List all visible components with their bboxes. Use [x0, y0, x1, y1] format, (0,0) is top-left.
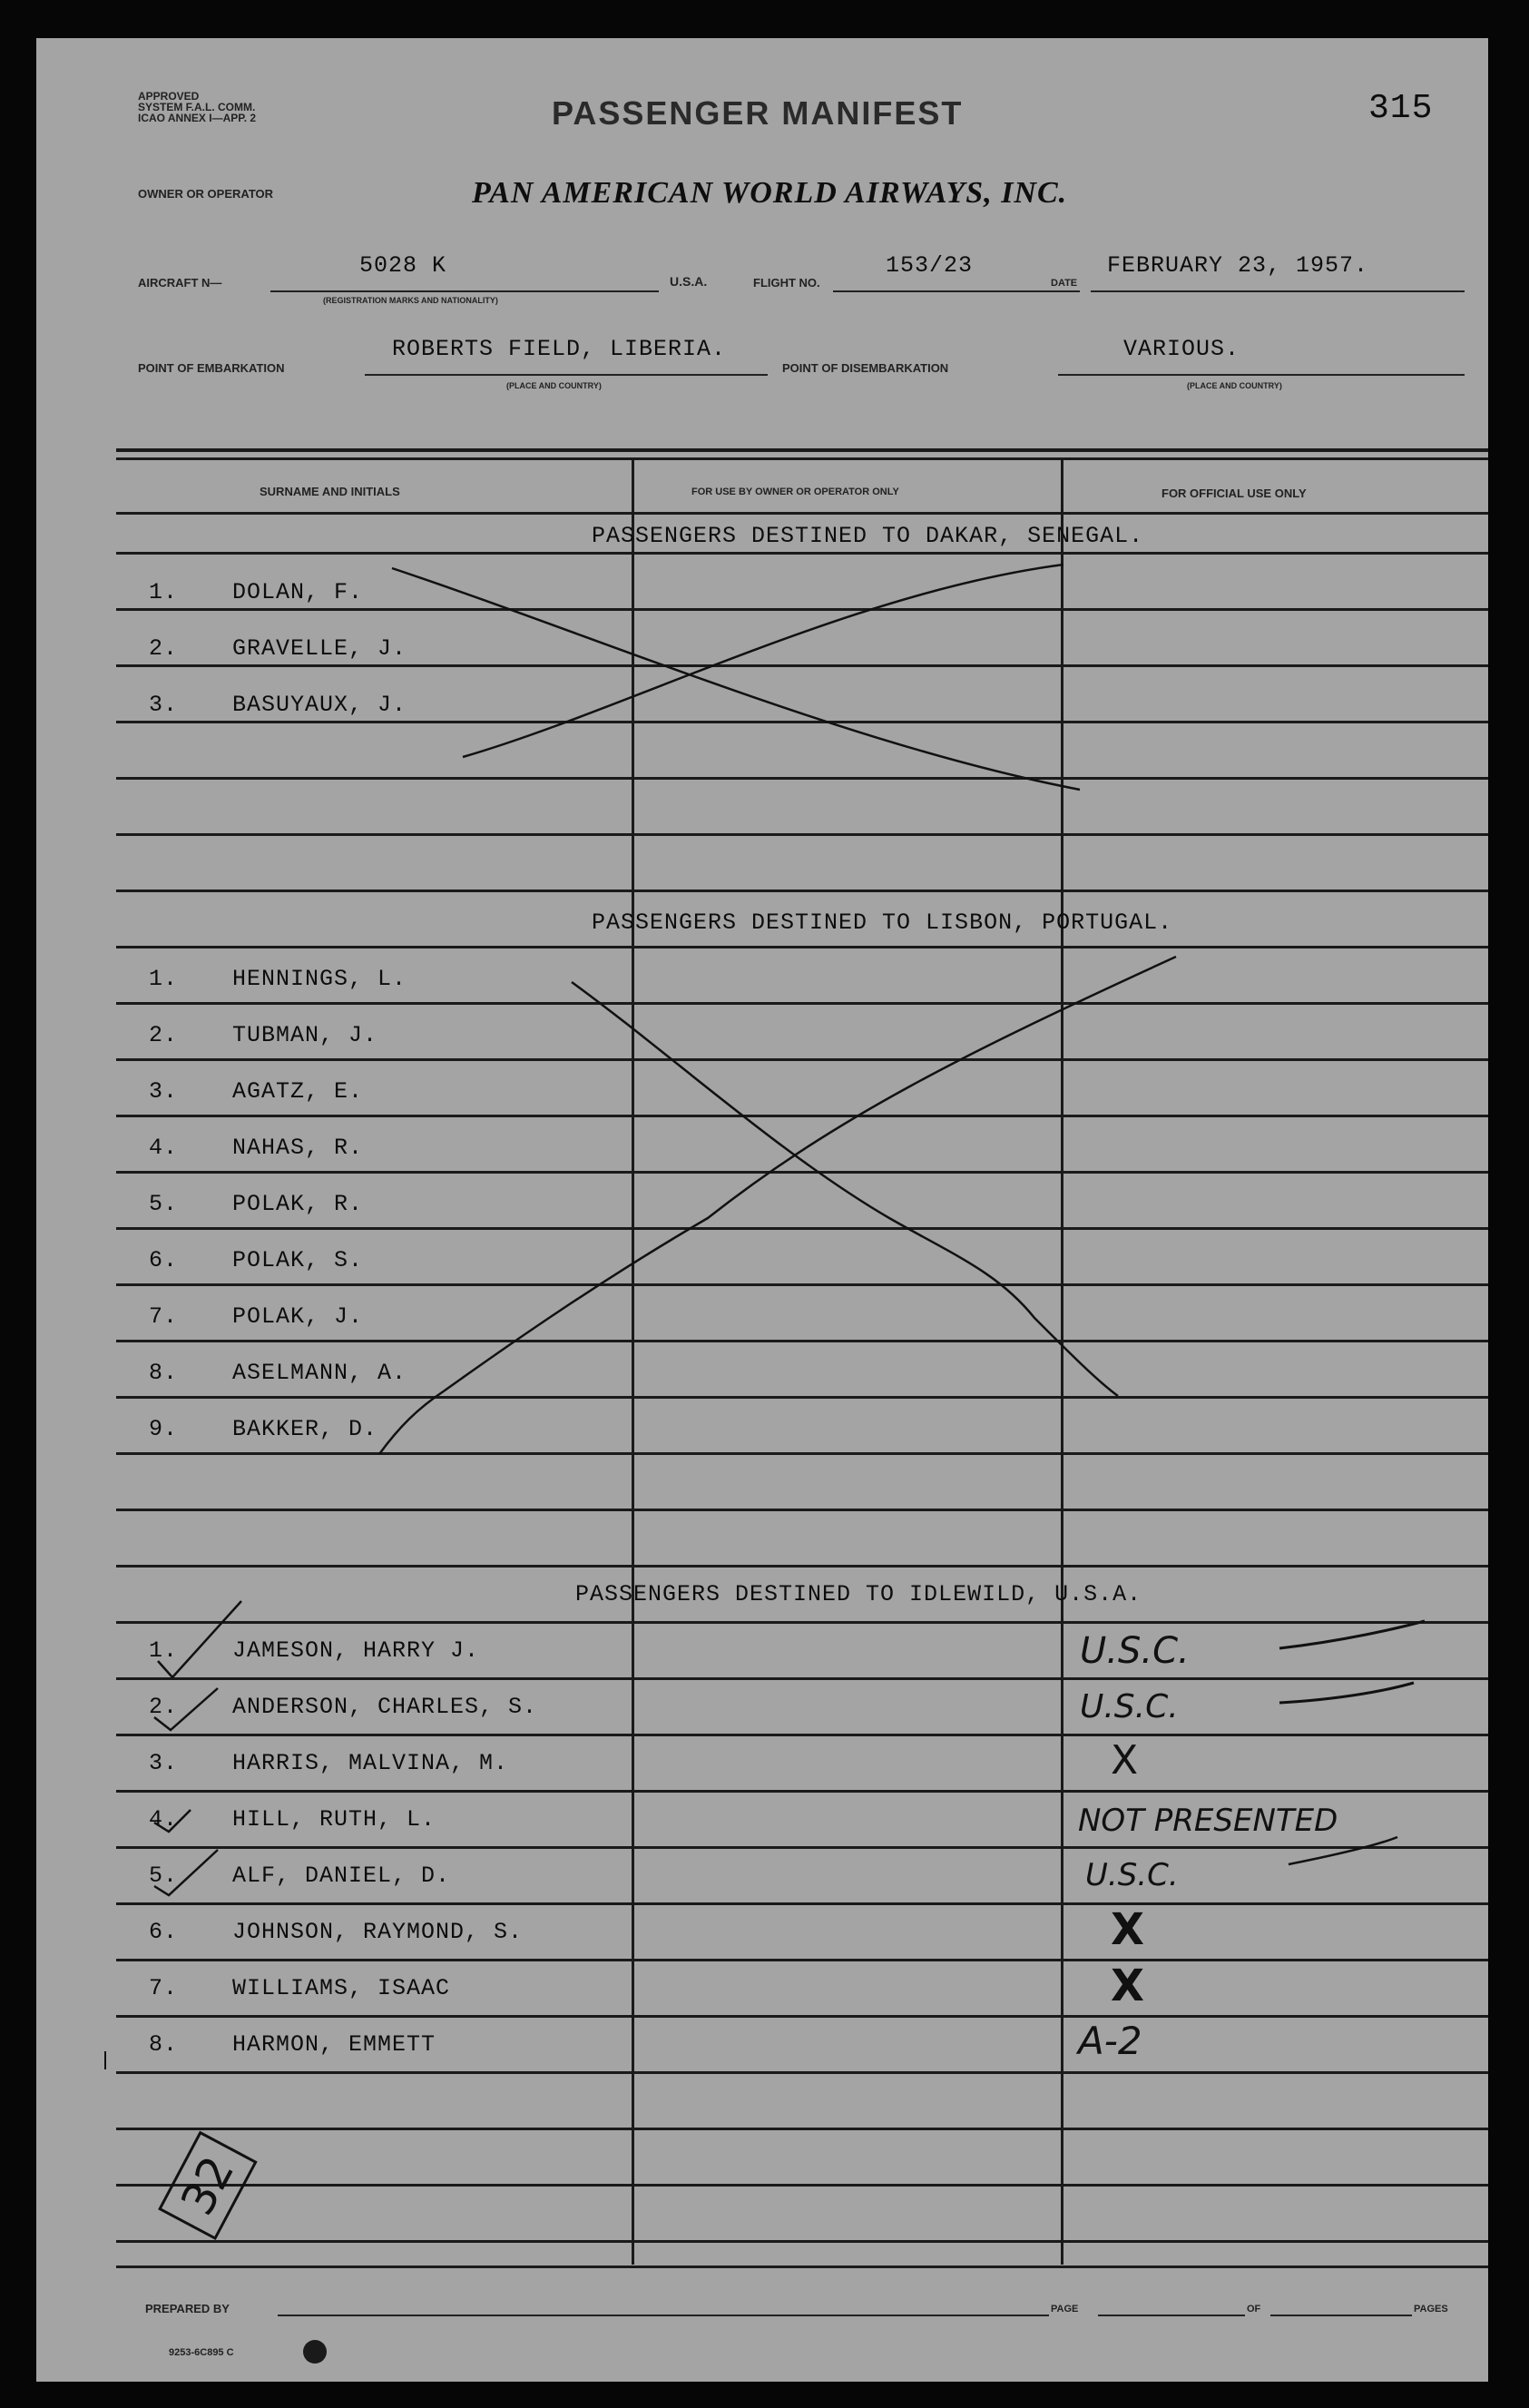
passenger-name: GRAVELLE, J. — [232, 635, 407, 662]
lisbon-strike-1 — [572, 982, 1118, 1396]
row-number: 1. — [149, 579, 179, 605]
handwritten-marks — [36, 38, 1488, 2382]
row-number: 5. — [149, 1191, 179, 1217]
prepared-by-label: PREPARED BY — [145, 2302, 230, 2315]
dakar-strike-1 — [392, 568, 1080, 790]
passenger-name: POLAK, J. — [232, 1303, 364, 1330]
aircraft-sublabel: (REGISTRATION MARKS AND NATIONALITY) — [323, 296, 498, 305]
of-label: OF — [1247, 2304, 1261, 2315]
manifest-sheet — [36, 38, 1488, 2382]
row-number: 2. — [149, 635, 179, 662]
official-dash — [1279, 1621, 1425, 1648]
date-value: FEBRUARY 23, 1957. — [1107, 252, 1369, 279]
passenger-name: AGATZ, E. — [232, 1078, 364, 1105]
official-dash — [1289, 1837, 1397, 1864]
official-note: U.S.C. — [1080, 1630, 1190, 1672]
usa-label: U.S.A. — [670, 274, 708, 289]
row-number: 2. — [149, 1694, 179, 1720]
passenger-name: JOHNSON, RAYMOND, S. — [232, 1919, 524, 1945]
passenger-name: HARRIS, MALVINA, M. — [232, 1750, 509, 1776]
flight-label: FLIGHT NO. — [753, 276, 820, 290]
passenger-name: ALF, DANIEL, D. — [232, 1863, 451, 1889]
disembarkation-sublabel: (PLACE AND COUNTRY) — [1187, 381, 1282, 390]
passenger-name: BAKKER, D. — [232, 1416, 378, 1442]
margin-note: 32 — [158, 2131, 257, 2240]
page-label: PAGE — [1051, 2304, 1079, 2315]
official-dash — [1279, 1683, 1414, 1703]
passenger-name: POLAK, R. — [232, 1191, 364, 1217]
official-note: X — [1111, 1737, 1139, 1784]
aircraft-label: AIRCRAFT N— — [138, 276, 222, 290]
official-note: NOT PRESENTED — [1078, 1803, 1338, 1839]
row-number: 1. — [149, 1637, 179, 1664]
row-number: 9. — [149, 1416, 179, 1442]
aircraft-value: 5028 K — [359, 252, 447, 279]
passenger-name: ASELMANN, A. — [232, 1360, 407, 1386]
passenger-name: ANDERSON, CHARLES, S. — [232, 1694, 538, 1720]
row-number: 4. — [149, 1806, 179, 1833]
passenger-name: BASUYAUX, J. — [232, 692, 407, 718]
passenger-name: WILLIAMS, ISAAC — [232, 1975, 451, 2001]
official-note: A-2 — [1078, 2019, 1142, 2063]
tick-mark-icon — [154, 1850, 218, 1895]
passenger-name: HARMON, EMMETT — [232, 2031, 436, 2058]
official-note: U.S.C. — [1085, 1857, 1179, 1893]
owner-value: PAN AMERICAN WORLD AIRWAYS, INC. — [472, 176, 1068, 210]
approval-note: APPROVED SYSTEM F.A.L. COMM. ICAO ANNEX I—APP. 2 — [138, 90, 257, 124]
official-note: X — [1111, 1961, 1145, 2011]
row-number: 4. — [149, 1135, 179, 1161]
tick-mark-icon — [154, 1810, 191, 1832]
pages-label: PAGES — [1414, 2304, 1448, 2315]
passenger-name: POLAK, S. — [232, 1247, 364, 1273]
dakar-strike-2 — [463, 565, 1063, 757]
column-official-use: FOR OFFICIAL USE ONLY — [1161, 487, 1307, 500]
lisbon-strike-2 — [379, 957, 1176, 1454]
row-number: 7. — [149, 1975, 179, 2001]
flight-value: 153/23 — [886, 252, 974, 279]
row-number: 6. — [149, 1919, 179, 1945]
date-label: DATE — [1051, 278, 1078, 289]
tick-mark-icon — [154, 1688, 218, 1730]
passenger-name: HENNINGS, L. — [232, 966, 407, 992]
passenger-name: DOLAN, F. — [232, 579, 364, 605]
official-note: X — [1111, 1904, 1145, 1955]
page-title: PASSENGER MANIFEST — [552, 94, 964, 132]
column-surname: SURNAME AND INITIALS — [260, 485, 400, 498]
row-number: 8. — [149, 2031, 179, 2058]
column-owner-use: FOR USE BY OWNER OR OPERATOR ONLY — [691, 487, 899, 497]
page-number: 315 — [1368, 89, 1434, 128]
passenger-name: TUBMAN, J. — [232, 1022, 378, 1048]
embarkation-sublabel: (PLACE AND COUNTRY) — [506, 381, 602, 390]
group-heading-idlewild: PASSENGERS DESTINED TO IDLEWILD, U.S.A. — [575, 1581, 1142, 1607]
row-number: 8. — [149, 1360, 179, 1386]
row-number: 3. — [149, 1078, 179, 1105]
passenger-name: JAMESON, HARRY J. — [232, 1637, 480, 1664]
group-heading-lisbon: PASSENGERS DESTINED TO LISBON, PORTUGAL. — [592, 909, 1173, 936]
row-number: 6. — [149, 1247, 179, 1273]
owner-label: OWNER OR OPERATOR — [138, 187, 274, 201]
row-number: 2. — [149, 1022, 179, 1048]
embarkation-value: ROBERTS FIELD, LIBERIA. — [392, 336, 727, 362]
row-number: 1. — [149, 966, 179, 992]
row-number: 7. — [149, 1303, 179, 1330]
disembarkation-label: POINT OF DISEMBARKATION — [782, 361, 949, 375]
row-number: 3. — [149, 1750, 179, 1776]
embarkation-label: POINT OF EMBARKATION — [138, 361, 285, 375]
disembarkation-value: VARIOUS. — [1123, 336, 1240, 362]
row-number: 3. — [149, 692, 179, 718]
passenger-name: NAHAS, R. — [232, 1135, 364, 1161]
group-heading-dakar: PASSENGERS DESTINED TO DAKAR, SENEGAL. — [592, 523, 1144, 549]
row-number: 5. — [149, 1863, 179, 1889]
form-number: 9253-6C895 C — [169, 2347, 234, 2358]
official-note: U.S.C. — [1080, 1688, 1179, 1725]
tick-mark-icon — [158, 1601, 241, 1677]
passenger-name: HILL, RUTH, L. — [232, 1806, 436, 1833]
